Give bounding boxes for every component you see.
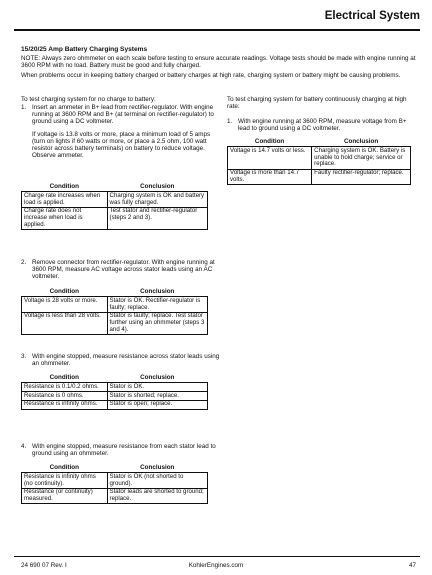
condition-cell: Resistance (or continuity) measured.: [22, 488, 108, 504]
header-rule: [14, 29, 420, 31]
table-row: [22, 312, 208, 334]
table-step-4: [21, 464, 208, 504]
conclusion-cell: Test stator and rectifier-regulator (steps 2 and 3).: [107, 207, 207, 229]
condition-cell: Voltage is 28 volts or more.: [22, 297, 108, 313]
table-right-step-1: [227, 138, 411, 185]
condition-cell: Voltage is less than 28 volts.: [22, 312, 108, 334]
conclusion-cell: Faulty rectifier-regulator; replace.: [312, 169, 411, 185]
column-header-condition: Condition: [49, 288, 79, 295]
column-header-conclusion: Conclusion: [343, 138, 379, 145]
table-row: [22, 192, 208, 208]
conclusion-cell: Stator is faulty; replace. Test stator further using an ohmmeter (steps 3 and 4).: [107, 312, 207, 334]
table-row: [22, 297, 208, 313]
condition-cell: Resistance is infinity ohms.: [22, 400, 108, 409]
note-paragraph: NOTE: Always zero ohmmeter on each scale before testing to ensure accurate readings. Voltage tests should be made with engine running at 3600 RPM with no load. Battery must be good and fully charged.: [21, 55, 416, 70]
condition-cell: Resistance is 0.1/0.2 ohms.: [22, 383, 108, 392]
page-header-title: Electrical System: [324, 10, 420, 22]
conclusion-cell: Charging system is OK. Battery is unable to hold charge; service or replace.: [312, 147, 411, 169]
condition-cell: Voltage is more than 14.7 volts.: [228, 169, 312, 185]
step-text: Insert an ammeter in B+ lead from rectifier-regulator. With engine running at 3600 RPM and B+ (at terminal on rectifier-regulator) to ground using a DC voltmeter.: [32, 104, 214, 126]
table-row: [22, 473, 208, 489]
step-number: 3.: [21, 353, 27, 360]
conclusion-cell: Stator is OK. Rectifier-regulator is faulty; replace.: [107, 297, 207, 313]
table-step-3: [21, 374, 208, 410]
intro-paragraph: When problems occur in keeping battery charged or battery charges at high rate, charging system or battery might be causing problems.: [21, 72, 401, 79]
step-number: 4.: [21, 443, 27, 450]
footer-doc-number: 24 690 07 Rev. I: [21, 562, 67, 569]
step-number: 1.: [227, 118, 233, 125]
table-row: [228, 169, 411, 185]
right-step-1: [227, 118, 419, 132]
table-row: [22, 488, 208, 504]
section-title: 15/20/25 Amp Battery Charging Systems: [21, 46, 148, 53]
table-row: [228, 147, 411, 169]
condition-cell: Resistance is infinity ohms (no continuity).: [22, 473, 108, 489]
table-row: [22, 392, 208, 401]
conclusion-cell: Stator is open; replace.: [107, 400, 207, 409]
table-row: [22, 383, 208, 392]
step-subtext: If voltage is 13.8 volts or more, place a minimum load of 5 amps (turn on lights if 60 watts or more, or place a 2.5 ohm, 100 watt resistor across battery terminals) on battery to reduce voltage. Observe ammeter.: [32, 130, 211, 160]
step-2: [21, 259, 221, 281]
condition-cell: Voltage is 14.7 volts or less.: [228, 147, 312, 169]
footer-website: KohlerEngines.com: [188, 562, 244, 569]
table-row: [22, 400, 208, 409]
conclusion-cell: Stator leads are shorted to ground; replace.: [107, 488, 207, 504]
conclusion-cell: Stator is OK.: [107, 383, 207, 392]
step-text: With engine stopped, measure resistance across stator leads using an ohmmeter.: [32, 353, 220, 368]
left-heading: To test charging system for no charge to battery:: [21, 96, 156, 103]
step-3: [21, 353, 221, 367]
footer-rule: [14, 556, 420, 557]
column-header-conclusion: Conclusion: [140, 183, 175, 190]
step-text: With engine stopped, measure resistance from each stator lead to ground using an ohmmeter.: [32, 443, 216, 458]
condition-cell: Charge rate does not increase when load is applied.: [22, 207, 108, 229]
conclusion-cell: Stator is shorted; replace.: [107, 392, 207, 401]
step-4: [21, 443, 221, 457]
column-header-conclusion: Conclusion: [140, 374, 175, 381]
column-header-conclusion: Conclusion: [140, 288, 175, 295]
table-step-1: [21, 183, 208, 230]
step-text: Remove connector from rectifier-regulator. With engine running at 3600 RPM, measure AC voltage across stator leads using an AC voltmeter.: [32, 259, 215, 281]
column-header-condition: Condition: [254, 138, 285, 145]
column-header-condition: Condition: [49, 183, 79, 190]
column-header-conclusion: Conclusion: [140, 464, 175, 471]
condition-cell: Resistance is 0 ohms.: [22, 392, 108, 401]
conclusion-cell: Stator is OK (not shorted to ground).: [107, 473, 207, 489]
table-step-2: [21, 288, 208, 335]
right-heading: To test charging system for battery continuously charging at high rate:: [227, 96, 407, 111]
page-number: 47: [408, 562, 416, 569]
table-row: [22, 207, 208, 229]
step-1: [21, 104, 221, 159]
column-header-condition: Condition: [49, 464, 79, 471]
condition-cell: Charge rate increases when load is applied.: [22, 192, 108, 208]
step-text: With engine running at 3600 RPM, measure voltage from B+ lead to ground using a DC voltmeter.: [238, 118, 407, 133]
step-number: 2.: [21, 259, 27, 266]
column-header-condition: Condition: [49, 374, 79, 381]
conclusion-cell: Charging system is OK and battery was fully charged.: [107, 192, 207, 208]
step-number: 1.: [21, 104, 27, 111]
